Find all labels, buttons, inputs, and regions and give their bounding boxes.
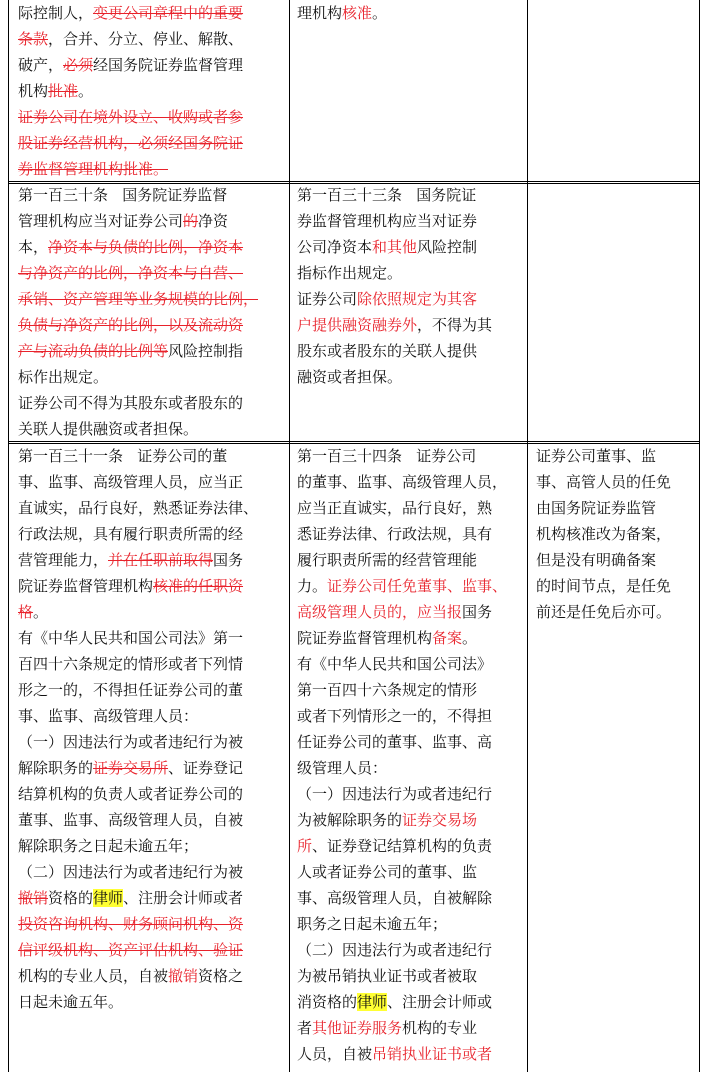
text-run: 、注册会计师或 [387, 993, 493, 1011]
highlighted-text: 律师 [93, 889, 124, 907]
text-run: 力。 [297, 577, 328, 595]
text-run: 际控制人， [18, 4, 94, 22]
text-run: 为被吊销执业证书或者被取 [297, 967, 478, 985]
text-run: 任证券公司的董事、监事、高 [297, 733, 493, 751]
text-line [18, 677, 286, 703]
deleted-text: 承销、资产管理等业务规模的比例， [18, 290, 259, 308]
text-line [297, 182, 525, 208]
text-line [297, 755, 525, 781]
text-line [18, 0, 286, 26]
added-text: 证券公司任免董事、监事、 [327, 577, 508, 595]
text-run: 、注册会计师或者 [123, 889, 244, 907]
text-line [18, 703, 286, 729]
text-run: （一）因违法行为或者违纪行 [297, 785, 493, 803]
text-run: 国务 [462, 603, 493, 621]
deleted-text: 负债与净资产的比例，以及流动资 [18, 316, 244, 334]
text-run: 级管理人员： [297, 759, 388, 777]
text-run: （二）因违法行为或者违纪行为被 [18, 863, 244, 881]
text-line [18, 833, 286, 859]
text-line [297, 677, 525, 703]
added-text: 其他证券服务 [312, 1019, 403, 1037]
text-run: 关联人提供融资或者担保。 [18, 420, 199, 438]
text-run: 证券公司董事、监 [536, 447, 657, 465]
text-run: 风险控制 [417, 238, 478, 256]
text-line [18, 521, 286, 547]
text-run: 日起未逾五年。 [18, 993, 124, 1011]
text-line [18, 651, 286, 677]
text-line [297, 364, 525, 390]
text-run: 券监督管理机构应当对证券 [297, 212, 478, 230]
text-run: 股东或者股东的关联人提供 [297, 342, 478, 360]
text-run: 理机构 [297, 4, 343, 22]
text-run: 、证券登记 [168, 759, 244, 777]
text-line [18, 52, 286, 78]
text-run: 管理机构应当对证券公司 [18, 212, 184, 230]
text-run: 百四十六条规定的情形或者下列情 [18, 655, 244, 673]
deleted-text: 与净资产的比例，净资本与自营、 [18, 264, 244, 282]
text-run: 破产， [18, 56, 64, 74]
text-run: 形之一的，不得担任证券公司的董 [18, 681, 244, 699]
text-line [18, 338, 286, 364]
text-run: 标作出规定。 [18, 368, 109, 386]
text-line [297, 547, 525, 573]
text-line [297, 234, 525, 260]
text-line [536, 521, 696, 547]
added-text: 证券交易场 [402, 811, 478, 829]
text-line [297, 911, 525, 937]
text-run: 机构的专业人员，自被 [18, 967, 169, 985]
added-text: 高级管理人员的，应当报 [297, 603, 463, 621]
text-line [297, 885, 525, 911]
text-line [297, 469, 525, 495]
text-run: 解除职务的 [18, 759, 94, 777]
text-run: 的时间节点，是任免 [536, 577, 672, 595]
text-line [536, 599, 696, 625]
deleted-text: 券监督管理机构批准。 [18, 160, 169, 178]
text-line [18, 573, 286, 599]
text-run: （一）因违法行为或者违纪行为被 [18, 733, 244, 751]
deleted-text: 证券交易所 [93, 759, 169, 777]
text-run: 。 [78, 82, 94, 100]
text-run: 有《中华人民共和国公司法》第一 [18, 629, 244, 647]
cell-new-text [297, 0, 525, 26]
text-line [297, 859, 525, 885]
text-line [18, 390, 286, 416]
text-line [18, 625, 286, 651]
text-run: ，合并、分立、停业、解散、 [48, 30, 244, 48]
text-line [18, 443, 286, 469]
deleted-text: 并在任职前取得 [108, 551, 214, 569]
text-run: 事、高管人员的任免 [536, 473, 672, 491]
text-run: 董事、监事、高级管理人员，自被 [18, 811, 244, 829]
text-line [18, 26, 286, 52]
deleted-text: 撤销 [18, 889, 49, 907]
text-run: 第一百三十一条 证券公司的董 [18, 447, 228, 465]
text-line [18, 286, 286, 312]
text-run: 消资格的 [297, 993, 358, 1011]
text-line [18, 807, 286, 833]
text-run: 。 [372, 4, 388, 22]
text-line [536, 573, 696, 599]
text-run: 。 [462, 629, 478, 647]
text-run: 院证券监督管理机构 [297, 629, 433, 647]
text-line [297, 963, 525, 989]
text-line [297, 625, 525, 651]
cell-old-text [18, 443, 286, 1015]
text-line [18, 104, 286, 130]
text-line [536, 547, 696, 573]
text-line [536, 469, 696, 495]
text-run: 院证券监督管理机构 [18, 577, 154, 595]
text-line [297, 521, 525, 547]
text-run: 结算机构的负责人或者证券公司的 [18, 785, 244, 803]
text-run: 第一百三十三条 国务院证 [297, 186, 477, 204]
text-run: 有《中华人民共和国公司法》 [297, 655, 493, 673]
deleted-text: 证券公司在境外设立、收购或者参 [18, 108, 244, 126]
column-divider [289, 0, 290, 1072]
text-run: （二）因违法行为或者违纪行 [297, 941, 493, 959]
text-line [18, 547, 286, 573]
added-text: 和其他 [372, 238, 418, 256]
deleted-text: 核准的任职资 [153, 577, 244, 595]
deleted-text: 产与流动负债的比例等 [18, 342, 169, 360]
added-text: 户提供融资融券外 [297, 316, 418, 334]
text-run: 机构核准改为备案， [536, 525, 672, 543]
text-line [297, 495, 525, 521]
deleted-text: 变更公司章程中的重要 [93, 4, 244, 22]
text-line [297, 286, 525, 312]
text-line [18, 182, 286, 208]
text-run: 人员，自被 [297, 1045, 373, 1063]
text-run: 。 [33, 603, 49, 621]
text-line [297, 208, 525, 234]
text-run: 营管理能力， [18, 551, 109, 569]
text-run: 为被解除职务的 [297, 811, 403, 829]
added-text: 备案 [432, 629, 463, 647]
text-line [18, 729, 286, 755]
text-run: 、证券登记结算机构的负责 [312, 837, 493, 855]
text-run: 机构 [18, 82, 49, 100]
text-line [297, 599, 525, 625]
text-run: 融资或者担保。 [297, 368, 403, 386]
text-line [18, 963, 286, 989]
text-line [18, 312, 286, 338]
text-line [18, 234, 286, 260]
text-run: 公司净资本 [297, 238, 373, 256]
text-line [297, 937, 525, 963]
deleted-text: 格 [18, 603, 34, 621]
text-run: 本， [18, 238, 49, 256]
text-line [297, 1041, 525, 1067]
text-line [536, 495, 696, 521]
text-line [18, 416, 286, 442]
text-run: 履行职责所需的经营管理能 [297, 551, 478, 569]
text-line [297, 443, 525, 469]
text-run: 指标作出规定。 [297, 264, 403, 282]
text-line [297, 338, 525, 364]
deleted-text: 投资咨询机构、财务顾问机构、资 [18, 915, 244, 933]
column-divider [8, 0, 9, 1072]
text-run: 第一百三十条 国务院证券监督 [18, 186, 228, 204]
deleted-text: 批准 [48, 82, 79, 100]
added-text: 所 [297, 837, 313, 855]
added-text: 吊销执业证书或者 [372, 1045, 493, 1063]
cell-note [536, 443, 696, 625]
text-run: 的董事、监事、高级管理人员， [297, 473, 508, 491]
text-run: 证券公司不得为其股东或者股东的 [18, 394, 244, 412]
text-line [18, 208, 286, 234]
text-line [18, 364, 286, 390]
text-run: 风险控制指 [168, 342, 244, 360]
text-line [297, 729, 525, 755]
text-line [18, 260, 286, 286]
text-line [18, 937, 286, 963]
added-text: 核准 [342, 4, 373, 22]
text-line [297, 1015, 525, 1041]
added-text: 撤销 [168, 967, 199, 985]
text-run: 国务 [213, 551, 244, 569]
text-run: 第一百三十四条 证券公司 [297, 447, 477, 465]
deleted-text: 必须 [63, 56, 94, 74]
text-run: 职务之日起未逾五年； [297, 915, 448, 933]
text-line [297, 651, 525, 677]
text-run: 悉证券法律、行政法规，具有 [297, 525, 493, 543]
cell-old-text [18, 182, 286, 442]
text-line [18, 495, 286, 521]
text-run: 人或者证券公司的董事、监 [297, 863, 478, 881]
text-run: 事、监事、高级管理人员： [18, 707, 199, 725]
cell-new-text [297, 443, 525, 1067]
text-run: 证券公司 [297, 290, 358, 308]
deleted-text: 条款 [18, 30, 49, 48]
text-line [18, 156, 286, 182]
added-text: 除依照规定为其客 [357, 290, 478, 308]
text-line [297, 312, 525, 338]
text-line [18, 885, 286, 911]
column-divider [527, 0, 528, 1072]
text-line [297, 0, 525, 26]
text-line [297, 781, 525, 807]
text-run: 第一百四十六条规定的情形 [297, 681, 478, 699]
column-divider [699, 0, 700, 1072]
deleted-text: 净资本与负债的比例，净资本 [48, 238, 244, 256]
text-run: 行政法规，具有履行职责所需的经 [18, 525, 244, 543]
text-line [18, 781, 286, 807]
deleted-text: 信评级机构、资产评估机构、验证 [18, 941, 244, 959]
text-run: 或者下列情形之一的，不得担 [297, 707, 493, 725]
cell-new-text [297, 182, 525, 390]
text-run: 者 [297, 1019, 313, 1037]
text-line [18, 78, 286, 104]
text-run: 由国务院证券监管 [536, 499, 657, 517]
text-line [297, 833, 525, 859]
text-line [18, 859, 286, 885]
text-line [297, 260, 525, 286]
text-run: 净资 [198, 212, 229, 230]
text-run: 应当正直诚实，品行良好，熟 [297, 499, 493, 517]
text-run: 前还是任免后亦可。 [536, 603, 672, 621]
text-line [297, 989, 525, 1015]
text-run: 资格的 [48, 889, 94, 907]
text-run: 事、监事、高级管理人员，应当正 [18, 473, 244, 491]
text-run: 机构的专业 [402, 1019, 478, 1037]
text-line [18, 989, 286, 1015]
cell-old-text [18, 0, 286, 182]
text-line [18, 755, 286, 781]
text-run: 解除职务之日起未逾五年； [18, 837, 199, 855]
text-line [297, 703, 525, 729]
deleted-text: 股证券经营机构，必须经国务院证 [18, 134, 244, 152]
text-line [297, 573, 525, 599]
text-line [536, 443, 696, 469]
text-run: 资格之 [198, 967, 244, 985]
text-line [18, 469, 286, 495]
text-run: 经国务院证券监督管理 [93, 56, 244, 74]
text-run: ，不得为其 [417, 316, 493, 334]
text-line [297, 807, 525, 833]
text-run: 事、高级管理人员，自被解除 [297, 889, 493, 907]
highlighted-text: 律师 [357, 993, 388, 1011]
text-run: 直诚实，品行良好，熟悉证券法律、 [18, 499, 259, 517]
text-line [18, 599, 286, 625]
text-line [18, 130, 286, 156]
deleted-text: 的 [183, 212, 199, 230]
text-run: 但是没有明确备案 [536, 551, 657, 569]
text-line [18, 911, 286, 937]
